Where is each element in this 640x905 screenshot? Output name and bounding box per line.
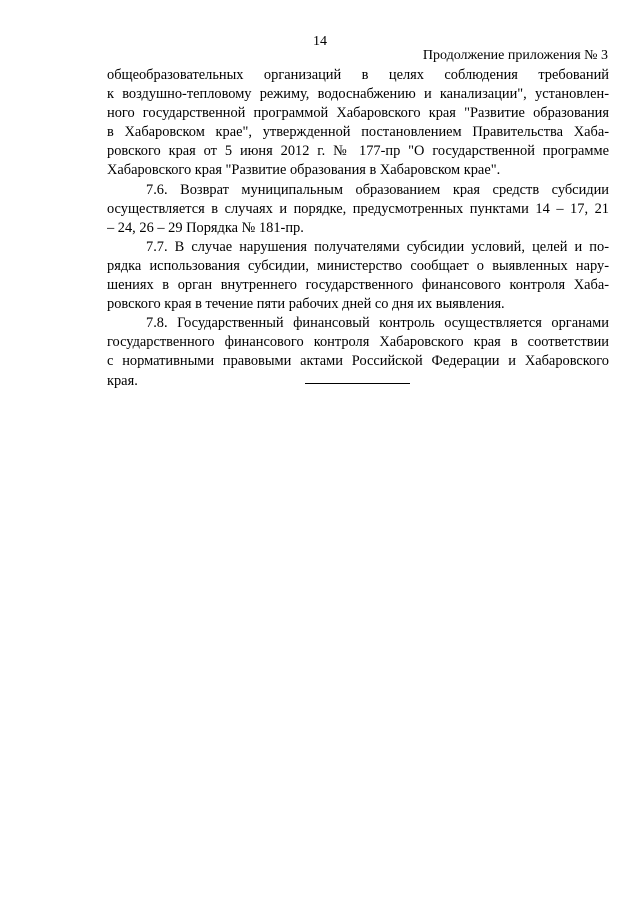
body-line: Хабаровского края "Развитие образования в Хабаровском крае". [107,162,501,179]
paragraph-7-7-start: 7.7. В случае нарушения получателями субсидии условий, целей и по- [146,238,609,255]
body-line: ного государственной программой Хабаровского края "Развитие образования [107,105,609,122]
end-separator-line [305,383,410,384]
paragraph-7-8-start: 7.8. Государственный финансовый контроль осуществляется органами [146,315,609,332]
page-number: 14 [313,34,327,49]
body-line: ровского края в течение пяти рабочих дней со дня их выявления. [107,296,505,313]
body-line: к воздушно-тепловому режиму, водоснабжению и канализации", установлен- [107,86,609,103]
body-line: государственного финансового контроля Хабаровского края в соответствии [107,334,609,351]
body-line: шениях в орган внутреннего государственного финансового контроля Хаба- [107,277,609,294]
document-body [107,66,609,391]
body-line: ровского края от 5 июня 2012 г. № 177-пр "О государственной программе [107,143,609,160]
paragraph-7-6-start: 7.6. Возврат муниципальным образованием края средств субсидии [146,181,609,198]
body-line: осуществляется в случаях и порядке, предусмотренных пунктами 14 – 17, 21 [107,200,609,217]
body-line: – 24, 26 – 29 Порядка № 181-пр. [107,219,304,236]
body-line: края. [107,372,138,389]
body-line: общеобразовательных организаций в целях соблюдения требований [107,67,609,83]
body-line: в Хабаровском крае", утвержденной постановлением Правительства Хаба- [107,124,609,141]
body-line: рядка использования субсидии, министерство сообщает о выявленных нару- [107,257,609,274]
appendix-continuation-label: Продолжение приложения № 3 [422,48,608,63]
body-line: с нормативными правовыми актами Российской Федерации и Хабаровского [107,353,609,370]
